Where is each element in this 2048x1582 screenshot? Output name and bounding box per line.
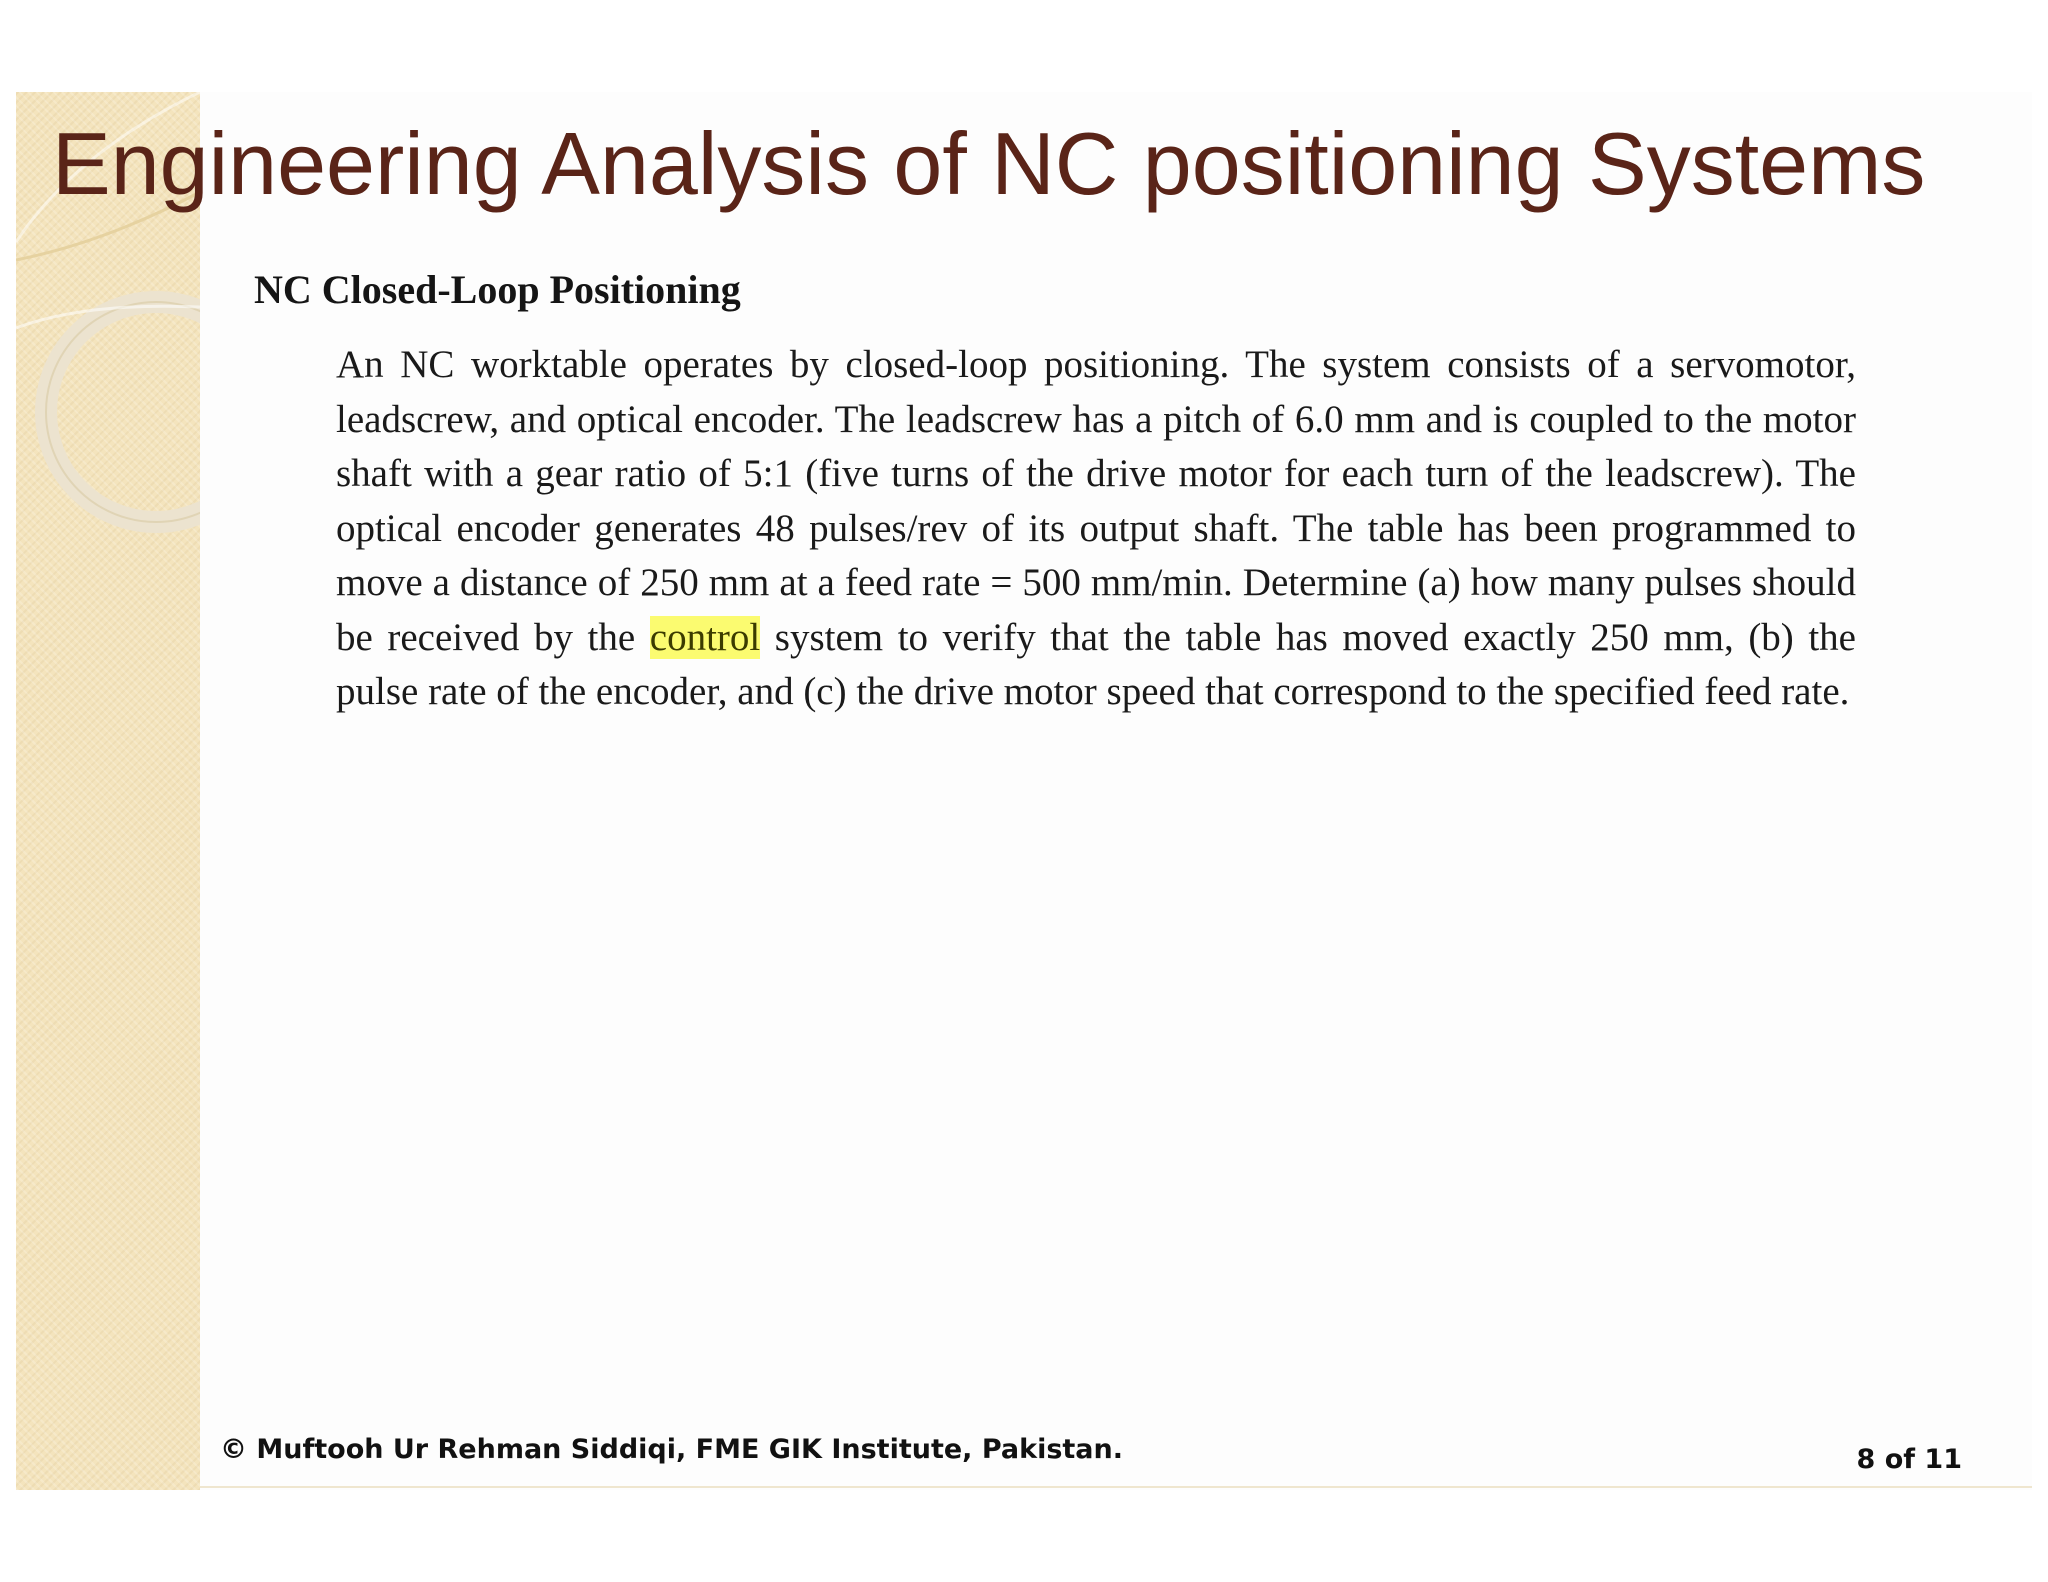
problem-text-after: system to verify that the table has moved exactly 250 mm, (b) the pulse rate of the encoder, and (c) the drive motor speed that correspond to the specified feed rate. <box>336 615 1856 713</box>
highlighted-word: control <box>649 615 761 659</box>
problem-text-before: An NC worktable operates by closed-loop positioning. The system consists of a servomotor, leadscrew, and optical encoder. The leadscrew has a pitch of 6.0 mm and is coupled to the motor shaft with a gear ratio of 5:1 (five turns of the drive motor for each turn of the leadscrew). The optical encoder generates 48 pulses/rev of its output shaft. The table has been programmed to move a distance of 250 mm at a feed rate = 500 mm/min. Determine (a) how many pulses should be received by the <box>336 343 1856 659</box>
problem-statement <box>336 338 1856 720</box>
footer-copyright: © Muftooh Ur Rehman Siddiqi, FME GIK Institute, Pakistan. <box>220 1434 1124 1465</box>
page-indicator: 8 of 11 <box>1856 1444 1962 1475</box>
section-heading: NC Closed-Loop Positioning <box>254 267 741 312</box>
bottom-rule <box>200 1486 2032 1488</box>
decorative-side-band <box>16 92 200 1490</box>
decorative-circles <box>16 92 200 1490</box>
slide-title: Engineering Analysis of NC positioning Systems <box>52 114 1926 213</box>
